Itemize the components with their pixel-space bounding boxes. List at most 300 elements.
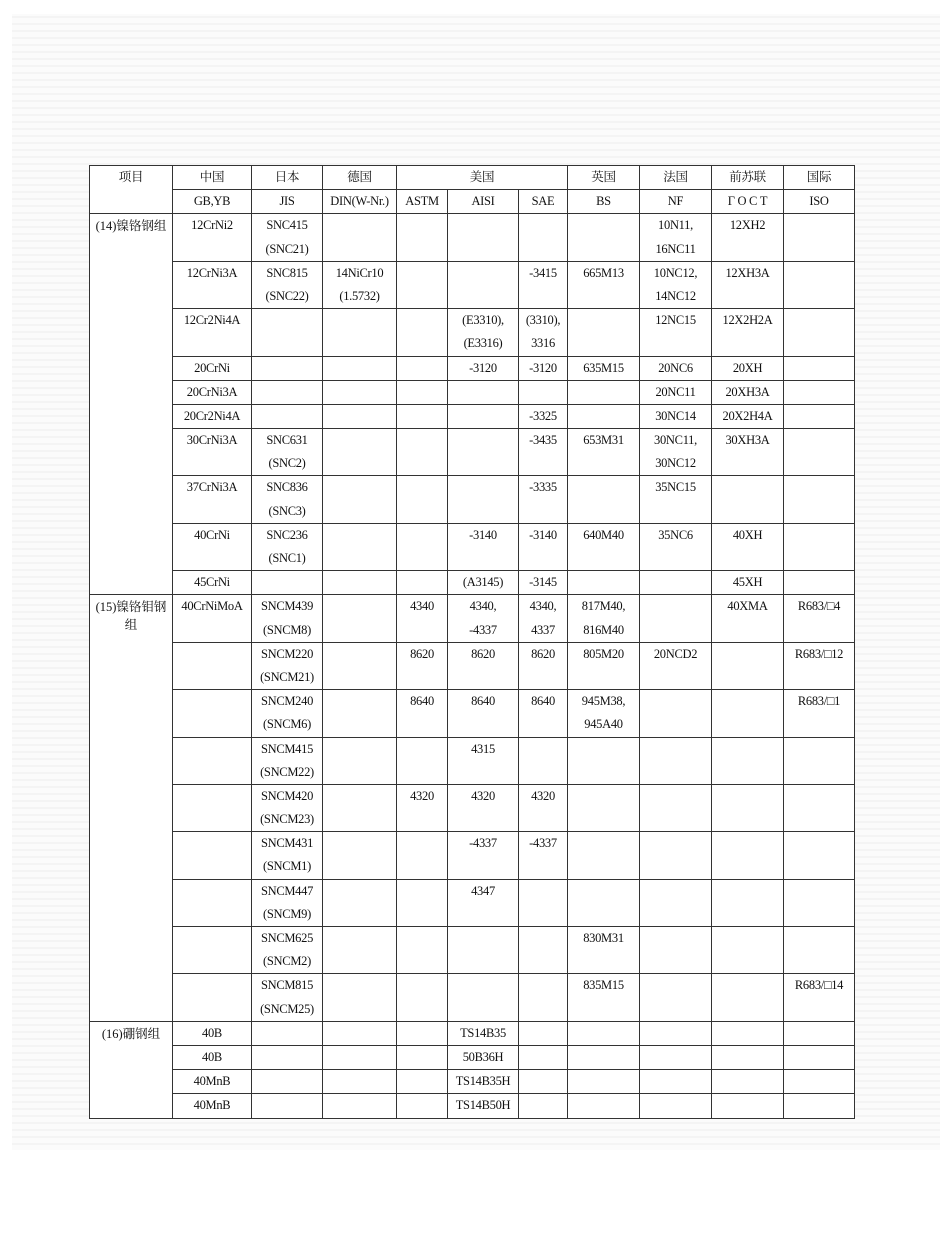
cell-text: 4320 xyxy=(471,788,495,803)
cell-gost xyxy=(712,214,784,261)
table-row xyxy=(90,429,855,476)
cell-jis xyxy=(252,1045,323,1069)
cell-gb-yb xyxy=(173,927,252,974)
cell-din xyxy=(323,832,397,879)
cell-text: SNC631 xyxy=(266,433,308,448)
group-cell xyxy=(90,214,173,595)
cell-gb-yb xyxy=(173,595,252,642)
cell-din xyxy=(323,595,397,642)
cell-jis xyxy=(252,356,323,380)
cell-gost xyxy=(712,690,784,737)
cell-text: (E3316) xyxy=(463,336,503,351)
cell-sae xyxy=(519,356,568,380)
cell-sae xyxy=(519,214,568,261)
table-row xyxy=(90,309,855,356)
cell-astm xyxy=(397,1070,448,1094)
cell-text: SNC415 xyxy=(266,218,308,233)
header-cell-text: NF xyxy=(667,194,684,209)
cell-din xyxy=(323,1045,397,1069)
cell-astm xyxy=(397,571,448,595)
cell-sae xyxy=(519,380,568,404)
cell-sae xyxy=(519,1094,568,1118)
cell-astm xyxy=(397,429,448,476)
cell-text: 40CrNiMoA xyxy=(181,599,243,614)
cell-text: 30CrNi3A xyxy=(186,433,238,448)
cell-aisi xyxy=(448,356,519,380)
cell-din xyxy=(323,974,397,1021)
table-row xyxy=(90,523,855,570)
cell-text: (SNC2) xyxy=(268,456,306,471)
cell-jis xyxy=(252,1070,323,1094)
cell-gost xyxy=(712,974,784,1021)
header-jis xyxy=(252,190,323,214)
cell-nf xyxy=(640,879,712,926)
table-row xyxy=(90,879,855,926)
cell-text: 30XH3A xyxy=(725,433,770,448)
cell-bs xyxy=(568,214,640,261)
cell-gb-yb xyxy=(173,1094,252,1118)
cell-text: 20XH3A xyxy=(725,384,770,399)
cell-text: 4315 xyxy=(471,741,495,756)
table-row xyxy=(90,784,855,831)
cell-din xyxy=(323,571,397,595)
cell-jis xyxy=(252,737,323,784)
cell-aisi xyxy=(448,879,519,926)
cell-text: SNC836 xyxy=(266,480,308,495)
cell-astm xyxy=(397,690,448,737)
cell-text: 3316 xyxy=(531,336,555,351)
cell-text: 8620 xyxy=(410,646,434,661)
cell-din xyxy=(323,261,397,308)
cell-bs xyxy=(568,476,640,523)
cell-text: 37CrNi3A xyxy=(186,480,238,495)
cell-text: 12CrNi2 xyxy=(191,218,233,233)
header-cell-text: 中国 xyxy=(199,170,225,184)
table-row xyxy=(90,1045,855,1069)
group-name: (15)镍铬钼钢组 xyxy=(95,600,167,633)
cell-aisi xyxy=(448,571,519,595)
cell-astm xyxy=(397,380,448,404)
cell-aisi xyxy=(448,974,519,1021)
cell-nf xyxy=(640,784,712,831)
header-cell-text: 法国 xyxy=(663,170,688,184)
cell-sae xyxy=(519,476,568,523)
header-cell-text: 英国 xyxy=(591,170,616,184)
cell-text: 10N11, xyxy=(658,218,693,233)
cell-gost xyxy=(712,832,784,879)
cell-din xyxy=(323,927,397,974)
header-china xyxy=(173,166,252,190)
cell-din xyxy=(323,879,397,926)
header-sae xyxy=(519,190,568,214)
cell-jis xyxy=(252,309,323,356)
cell-gb-yb xyxy=(173,523,252,570)
cell-gb-yb xyxy=(173,404,252,428)
cell-bs xyxy=(568,571,640,595)
header-cell-text: 日本 xyxy=(274,170,300,184)
cell-text: (3310), xyxy=(525,313,561,328)
cell-sae xyxy=(519,690,568,737)
cell-text: 4340, xyxy=(529,599,557,614)
cell-nf xyxy=(640,380,712,404)
group-name: (16)硼钢组 xyxy=(101,1026,161,1041)
cell-astm xyxy=(397,404,448,428)
cell-text: (SNC3) xyxy=(268,503,306,518)
header-germany xyxy=(323,166,397,190)
table-row xyxy=(90,1094,855,1118)
cell-sae xyxy=(519,523,568,570)
cell-text: 835M15 xyxy=(583,978,624,993)
group-cell xyxy=(90,1021,173,1118)
cell-text: 40XMA xyxy=(727,599,768,614)
group-name: (14)镍铬钢组 xyxy=(95,219,167,234)
cell-gb-yb xyxy=(173,1070,252,1094)
cell-text: 14NC12 xyxy=(655,288,696,303)
header-cell-text: BS xyxy=(596,194,611,209)
cell-text: -3120 xyxy=(529,360,557,375)
cell-text: 945A40 xyxy=(584,717,623,732)
cell-astm xyxy=(397,974,448,1021)
cell-iso xyxy=(784,261,855,308)
header-row-standards xyxy=(90,190,855,214)
cell-nf xyxy=(640,523,712,570)
cell-text: 8640 xyxy=(471,694,495,709)
cell-astm xyxy=(397,1045,448,1069)
cell-text: -3140 xyxy=(469,527,497,542)
cell-bs xyxy=(568,1094,640,1118)
cell-text: 30NC12 xyxy=(655,456,696,471)
table-row xyxy=(90,974,855,1021)
cell-gost xyxy=(712,642,784,689)
cell-jis xyxy=(252,927,323,974)
header-cell-text: AISI xyxy=(471,194,495,209)
cell-text: 20NCD2 xyxy=(653,646,698,661)
table-body xyxy=(90,214,855,1118)
cell-iso xyxy=(784,690,855,737)
cell-gost xyxy=(712,879,784,926)
cell-bs xyxy=(568,1045,640,1069)
cell-text: 20NC6 xyxy=(658,360,693,375)
cell-text: 12X2H2A xyxy=(722,313,773,328)
cell-iso xyxy=(784,927,855,974)
header-cell-text: ISO xyxy=(809,194,829,209)
cell-din xyxy=(323,784,397,831)
cell-text: -3120 xyxy=(469,360,497,375)
cell-gb-yb xyxy=(173,1045,252,1069)
cell-aisi xyxy=(448,1021,519,1045)
cell-text: 40MnB xyxy=(193,1074,231,1089)
cell-gb-yb xyxy=(173,832,252,879)
cell-astm xyxy=(397,642,448,689)
cell-text: 35NC6 xyxy=(658,527,693,542)
header-japan xyxy=(252,166,323,190)
cell-gost xyxy=(712,1094,784,1118)
cell-iso xyxy=(784,879,855,926)
header-cell-text: ASTM xyxy=(405,194,439,209)
cell-iso xyxy=(784,523,855,570)
cell-nf xyxy=(640,1045,712,1069)
header-usa xyxy=(397,166,568,190)
header-gost xyxy=(712,190,784,214)
header-item xyxy=(90,166,173,214)
cell-iso xyxy=(784,309,855,356)
cell-gb-yb xyxy=(173,214,252,261)
header-cell-text: DIN(W-Nr.) xyxy=(330,194,389,209)
cell-iso xyxy=(784,1045,855,1069)
cell-text: 12XH3A xyxy=(725,265,770,280)
cell-sae xyxy=(519,1045,568,1069)
cell-text: -3325 xyxy=(529,408,557,423)
cell-bs xyxy=(568,595,640,642)
cell-gb-yb xyxy=(173,261,252,308)
cell-nf xyxy=(640,642,712,689)
table-row xyxy=(90,404,855,428)
cell-nf xyxy=(640,974,712,1021)
group-cell xyxy=(90,595,173,1021)
cell-text: 4320 xyxy=(531,788,555,803)
cell-aisi xyxy=(448,429,519,476)
cell-text: 653M31 xyxy=(583,433,624,448)
cell-gb-yb xyxy=(173,879,252,926)
cell-text: R683/□14 xyxy=(794,978,844,993)
cell-iso xyxy=(784,571,855,595)
cell-gb-yb xyxy=(173,1021,252,1045)
cell-text: -3335 xyxy=(529,480,557,495)
cell-nf xyxy=(640,1070,712,1094)
cell-gost xyxy=(712,429,784,476)
cell-gost xyxy=(712,927,784,974)
cell-gost xyxy=(712,476,784,523)
cell-astm xyxy=(397,784,448,831)
cell-iso xyxy=(784,737,855,784)
cell-text: -4337 xyxy=(529,836,557,851)
cell-text: -3435 xyxy=(529,433,557,448)
cell-nf xyxy=(640,214,712,261)
header-din xyxy=(323,190,397,214)
cell-sae xyxy=(519,309,568,356)
cell-text: SNCM447 xyxy=(260,883,314,898)
cell-sae xyxy=(519,784,568,831)
cell-text: 945M38, xyxy=(581,694,626,709)
table-row xyxy=(90,214,855,261)
cell-bs xyxy=(568,356,640,380)
cell-text: 816M40 xyxy=(583,622,624,637)
cell-jis xyxy=(252,1094,323,1118)
cell-gost xyxy=(712,1021,784,1045)
cell-text: 4340, xyxy=(469,599,497,614)
cell-iso xyxy=(784,214,855,261)
cell-gost xyxy=(712,571,784,595)
cell-text: (SNCM8) xyxy=(263,622,311,637)
cell-astm xyxy=(397,476,448,523)
cell-bs xyxy=(568,974,640,1021)
cell-bs xyxy=(568,927,640,974)
cell-text: 20XH xyxy=(732,360,763,375)
cell-iso xyxy=(784,404,855,428)
cell-aisi xyxy=(448,404,519,428)
cell-din xyxy=(323,642,397,689)
cell-text: 665M13 xyxy=(583,265,624,280)
table-row xyxy=(90,690,855,737)
cell-iso xyxy=(784,642,855,689)
cell-text: 805M20 xyxy=(583,646,624,661)
cell-gost xyxy=(712,523,784,570)
cell-astm xyxy=(397,927,448,974)
header-cell-text: 美国 xyxy=(469,170,495,184)
cell-jis xyxy=(252,380,323,404)
cell-aisi xyxy=(448,1045,519,1069)
cell-gb-yb xyxy=(173,737,252,784)
table-row xyxy=(90,1021,855,1045)
cell-text: (E3310), xyxy=(462,313,504,328)
cell-din xyxy=(323,404,397,428)
cell-text: SNCM415 xyxy=(260,741,314,756)
table-row xyxy=(90,595,855,642)
cell-text: 8620 xyxy=(531,646,555,661)
cell-din xyxy=(323,690,397,737)
cell-bs xyxy=(568,737,640,784)
header-former-ussr xyxy=(712,166,784,190)
cell-nf xyxy=(640,476,712,523)
cell-text: 50B36H xyxy=(462,1049,504,1064)
table-row xyxy=(90,380,855,404)
table-row xyxy=(90,642,855,689)
cell-text: 40MnB xyxy=(193,1098,231,1113)
cell-text: 30NC11, xyxy=(654,433,697,448)
cell-din xyxy=(323,380,397,404)
cell-din xyxy=(323,356,397,380)
cell-text: 40XH xyxy=(732,527,763,542)
cell-gb-yb xyxy=(173,356,252,380)
cell-gb-yb xyxy=(173,642,252,689)
cell-bs xyxy=(568,832,640,879)
cell-din xyxy=(323,523,397,570)
cell-nf xyxy=(640,832,712,879)
cell-aisi xyxy=(448,737,519,784)
cell-sae xyxy=(519,1021,568,1045)
cell-astm xyxy=(397,261,448,308)
cell-jis xyxy=(252,832,323,879)
cell-aisi xyxy=(448,380,519,404)
cell-text: 20CrNi xyxy=(194,360,230,375)
cell-text: (A3145) xyxy=(462,575,504,590)
header-international xyxy=(784,166,855,190)
cell-din xyxy=(323,429,397,476)
cell-astm xyxy=(397,832,448,879)
header-cell-text: 国际 xyxy=(806,170,832,184)
cell-aisi xyxy=(448,784,519,831)
cell-nf xyxy=(640,927,712,974)
cell-astm xyxy=(397,879,448,926)
cell-sae xyxy=(519,927,568,974)
table-row xyxy=(90,356,855,380)
cell-iso xyxy=(784,832,855,879)
cell-text: 40B xyxy=(202,1049,222,1064)
cell-text: (SNCM9) xyxy=(263,906,311,921)
cell-din xyxy=(323,1070,397,1094)
header-iso xyxy=(784,190,855,214)
cell-text: 640M40 xyxy=(583,527,624,542)
cell-iso xyxy=(784,1070,855,1094)
cell-text: 817M40, xyxy=(581,599,626,614)
cell-text: 12XH2 xyxy=(729,218,766,233)
header-cell-text: SAE xyxy=(531,194,555,209)
cell-text: (SNC21) xyxy=(265,241,309,256)
cell-sae xyxy=(519,404,568,428)
header-france xyxy=(640,166,712,190)
cell-nf xyxy=(640,690,712,737)
table-row xyxy=(90,476,855,523)
header-gb-yb xyxy=(173,190,252,214)
cell-gb-yb xyxy=(173,429,252,476)
cell-bs xyxy=(568,1070,640,1094)
cell-din xyxy=(323,476,397,523)
cell-text: R683/□1 xyxy=(797,694,841,709)
table-row xyxy=(90,1070,855,1094)
cell-sae xyxy=(519,832,568,879)
cell-text: (SNCM21) xyxy=(260,669,314,684)
cell-gost xyxy=(712,356,784,380)
cell-text: 4347 xyxy=(471,883,495,898)
cell-text: SNCM220 xyxy=(260,646,314,661)
cell-aisi xyxy=(448,261,519,308)
cell-jis xyxy=(252,642,323,689)
cell-astm xyxy=(397,1021,448,1045)
cell-iso xyxy=(784,1094,855,1118)
header-row-countries xyxy=(90,166,855,190)
cell-text: 20CrNi3A xyxy=(186,384,238,399)
cell-nf xyxy=(640,737,712,784)
cell-text: -4337 xyxy=(469,622,497,637)
header-bs xyxy=(568,190,640,214)
cell-text: 45CrNi xyxy=(194,575,230,590)
cell-jis xyxy=(252,1021,323,1045)
cell-gost xyxy=(712,380,784,404)
cell-aisi xyxy=(448,927,519,974)
cell-nf xyxy=(640,429,712,476)
cell-astm xyxy=(397,356,448,380)
cell-gb-yb xyxy=(173,784,252,831)
cell-text: SNCM240 xyxy=(260,694,314,709)
table-header xyxy=(90,166,855,214)
cell-nf xyxy=(640,1021,712,1045)
cell-sae xyxy=(519,974,568,1021)
cell-gost xyxy=(712,309,784,356)
cell-text: 20NC11 xyxy=(655,384,696,399)
cell-gost xyxy=(712,784,784,831)
cell-text: (SNCM6) xyxy=(263,717,311,732)
cell-text: 40CrNi xyxy=(194,527,230,542)
cell-sae xyxy=(519,429,568,476)
cell-text: 20X2H4A xyxy=(722,408,773,423)
table-row xyxy=(90,832,855,879)
cell-din xyxy=(323,1021,397,1045)
cell-din xyxy=(323,1094,397,1118)
cell-gb-yb xyxy=(173,974,252,1021)
cell-nf xyxy=(640,356,712,380)
cell-gb-yb xyxy=(173,309,252,356)
cell-text: 45XH xyxy=(732,575,763,590)
header-cell-text: 德国 xyxy=(347,170,372,184)
cell-jis xyxy=(252,974,323,1021)
cell-text: 4340 xyxy=(410,599,434,614)
cell-iso xyxy=(784,974,855,1021)
header-uk xyxy=(568,166,640,190)
cell-text: (SNC1) xyxy=(268,551,306,565)
cell-astm xyxy=(397,214,448,261)
cell-text: 40B xyxy=(202,1025,222,1040)
cell-bs xyxy=(568,309,640,356)
